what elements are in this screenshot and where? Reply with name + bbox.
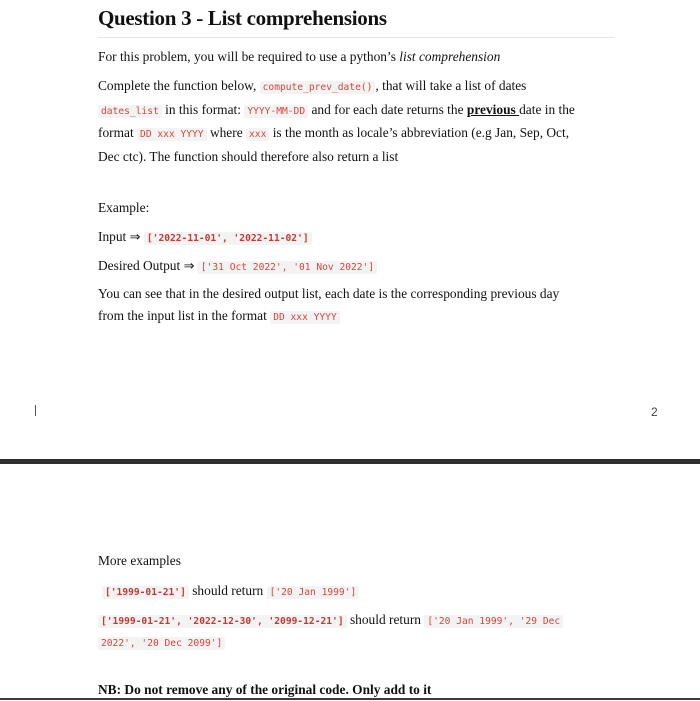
output-format-code: DD xxx YYYY xyxy=(137,128,207,141)
document-page-2 xyxy=(0,464,700,700)
question-title: Question 3 - List comprehensions xyxy=(98,6,387,30)
title-divider xyxy=(98,37,615,38)
task-paragraph: Complete the function below, compute_prev_date() , that will take a list of dates dates_list in this format: YYYY-MM-DD and for each date returns the previous date in the format DD xxx YYYY where xxx is the month as locale’s abbreviation (e.g Jan, Sep, Oct, Dec ctc). The function should therefore also return a list xyxy=(98,78,575,164)
page-number: 2 xyxy=(651,405,658,419)
example-output-line: Desired Output ⇒ ['31 Oct 2022', '01 Nov 2022'] xyxy=(98,255,377,279)
nb-note: NB: Do not remove any of the original code. Only add to it xyxy=(98,682,432,697)
text-cursor xyxy=(35,405,36,416)
intro-paragraph: For this problem, you will be required to use a python’s list comprehension xyxy=(98,49,501,64)
example-2-output-code-cont: 2022', '20 Dec 2099'] xyxy=(98,637,225,650)
implies-arrow-icon: ⇒ xyxy=(129,230,141,245)
example-2-output-code: ['20 Jan 1999', '29 Dec xyxy=(424,615,563,628)
example-heading: Example: xyxy=(98,200,150,215)
month-placeholder-code: xxx xyxy=(246,128,269,141)
example-2-input-code: ['1999-01-21', '2022-12-30', '2099-12-21'] xyxy=(98,615,347,628)
more-example-2: ['1999-01-21', '2022-12-30', '2099-12-21'] should return ['20 Jan 1999', '29 Dec 2022', '20 Dec 2099'] xyxy=(98,609,598,652)
example-output-code: ['31 Oct 2022', '01 Nov 2022'] xyxy=(198,261,377,274)
more-example-1: ['1999-01-21'] should return ['20 Jan 1999'] xyxy=(102,580,359,604)
example-1-output-code: ['20 Jan 1999'] xyxy=(267,586,360,599)
example-1-input-code: ['1999-01-21'] xyxy=(102,586,189,599)
explanation-paragraph: You can see that in the desired output list, each date is the corresponding previous day from the input list in the format DD xxx YYYY xyxy=(98,286,560,323)
input-format-code: YYYY-MM-DD xyxy=(244,105,308,118)
more-examples-heading: More examples xyxy=(98,553,181,568)
previous-emphasis: previous xyxy=(466,101,520,117)
dates-list-code: dates_list xyxy=(98,105,162,118)
list-comprehension-term: list comprehension xyxy=(399,49,501,64)
implies-arrow-icon: ⇒ xyxy=(183,259,195,274)
explanation-format-code: DD xxx YYYY xyxy=(270,311,340,324)
function-name-code: compute_prev_date() xyxy=(260,81,376,94)
example-input-code: ['2022-11-01', '2022-11-02'] xyxy=(144,232,312,245)
example-input-line: Input ⇒ ['2022-11-01', '2022-11-02'] xyxy=(98,226,312,250)
